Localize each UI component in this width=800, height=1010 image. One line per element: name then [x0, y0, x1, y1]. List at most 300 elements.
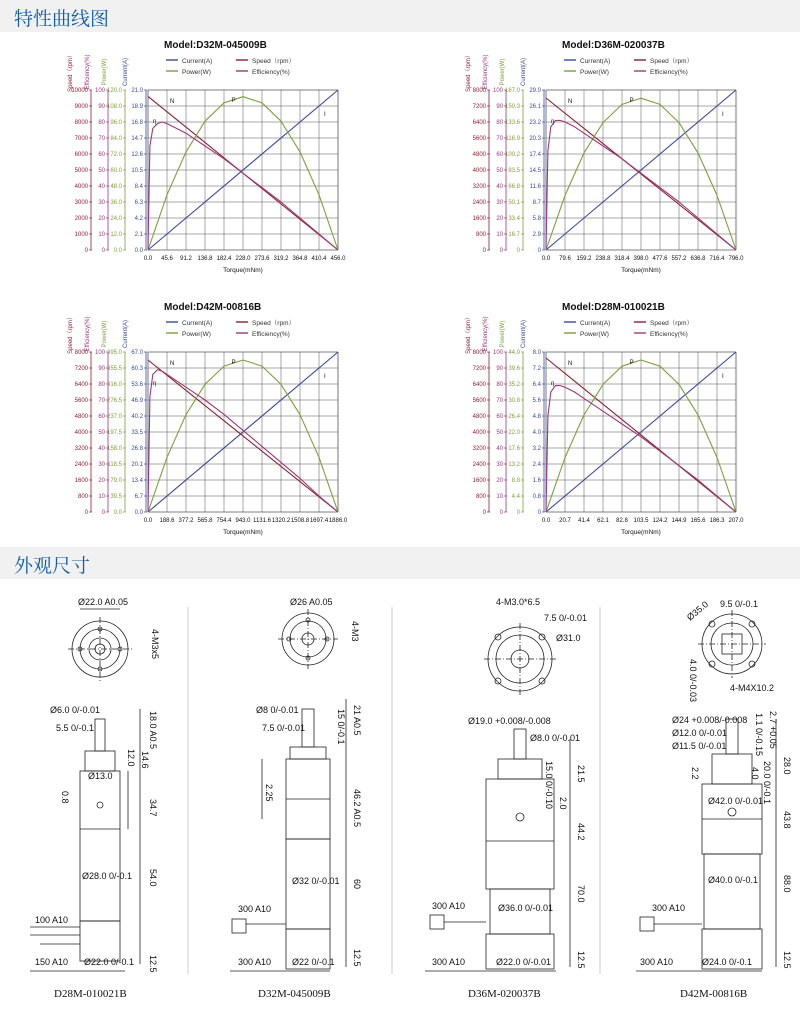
y-tick-label: 40 [98, 184, 105, 190]
x-tick-label: 1131.6 [253, 518, 271, 524]
y-tick-label: 316.0 [106, 382, 122, 388]
y-tick-label: 10 [496, 494, 503, 500]
y-tick-label: 3000 [74, 200, 88, 206]
legend-label: Power(W) [580, 69, 609, 76]
y-tick-label: 133.6 [504, 120, 520, 126]
dim-label: 54.0 [148, 869, 158, 887]
y-tick-label: 44.0 [508, 350, 520, 356]
y-tick-label: 276.5 [106, 398, 122, 404]
legend-label: Current(A) [580, 320, 611, 327]
x-tick-label: 20.7 [559, 518, 571, 524]
curve-label: N [170, 361, 175, 367]
y-tick-label: 60 [496, 414, 503, 420]
y-tick-label: 8000 [472, 350, 486, 356]
y-tick-label: 5600 [472, 136, 486, 142]
y-tick-label: 0.0 [113, 510, 122, 516]
x-tick-label: 182.4 [216, 256, 232, 262]
y-tick-label: 72.0 [110, 152, 122, 158]
y-axis-title: Speed（rpm） [68, 52, 74, 92]
dim-label: 12.5 [148, 955, 158, 973]
y-axis-title: Current(A) [123, 57, 129, 87]
curve-label: I [722, 112, 724, 118]
dim-label: 60 [352, 879, 362, 890]
y-axis-title: Efficiency(%) [85, 316, 91, 352]
y-tick-label: 8000 [472, 88, 486, 94]
x-axis-title: Torque(mNm) [621, 529, 661, 536]
dim-label: 88.0 [782, 875, 792, 893]
y-tick-label: 20.1 [131, 462, 143, 468]
chart-title: Model:D36M-020037B [562, 40, 665, 51]
y-tick-label: 20 [98, 216, 105, 222]
x-tick-label: 1508.8 [290, 518, 310, 524]
y-tick-label: 0 [499, 248, 503, 254]
y-axis-title: Power(W) [500, 320, 506, 348]
dim-label: Ø12.0 0/-0.01 [672, 728, 728, 738]
dim-label: Ø8 0/-0.01 [256, 705, 299, 715]
y-tick-label: 70 [496, 136, 503, 142]
curve-label: P [231, 360, 236, 366]
x-tick-label: 1697.4 [309, 518, 329, 524]
legend-label: Speed（rpm） [252, 320, 295, 327]
x-tick-label: 91.2 [180, 256, 192, 262]
y-tick-label: 4800 [74, 414, 88, 420]
y-tick-label: 7.2 [532, 366, 541, 372]
legend-label: Current(A) [182, 58, 213, 65]
model-label: D32M-045009B [258, 988, 331, 1000]
y-tick-label: 10 [496, 232, 503, 238]
x-tick-label: 207.0 [728, 518, 744, 524]
y-tick-label: 60 [98, 152, 105, 158]
x-tick-label: 0.0 [143, 256, 153, 262]
dim-label: 300 A10 [640, 957, 674, 967]
y-tick-label: 33.5 [131, 430, 143, 436]
dim-label: 28.0 [782, 757, 792, 775]
curve-label: η [153, 381, 157, 387]
y-tick-label: 39.6 [508, 366, 520, 372]
y-tick-label: 36.0 [110, 200, 122, 206]
dim-label: 300 A10 [238, 957, 272, 967]
x-tick-label: 124.2 [652, 518, 668, 524]
y-tick-label: 2.9 [532, 232, 541, 238]
curve-label: I [722, 374, 724, 380]
y-tick-label: 0 [482, 248, 486, 254]
dim-label: Ø26 A0.05 [290, 597, 333, 607]
x-tick-label: 165.6 [690, 518, 706, 524]
y-tick-label: 118.5 [107, 462, 122, 468]
y-tick-label: 20.3 [529, 136, 541, 142]
y-tick-label: 8.8 [511, 478, 520, 484]
x-tick-label: 136.8 [197, 256, 213, 262]
chart-3 [465, 302, 744, 536]
y-tick-label: 53.6 [131, 382, 143, 388]
dim-label: Ø36.0 0/-0.01 [498, 903, 554, 913]
model-label: D42M-00816B [680, 988, 748, 1000]
legend-label: Current(A) [580, 58, 611, 65]
y-tick-label: 46.9 [131, 398, 143, 404]
dim-label: Ø40.0 0/-0.1 [708, 875, 759, 885]
legend-label: Speed（rpm） [650, 320, 693, 327]
x-tick-label: 0.0 [541, 518, 551, 524]
dim-label: Ø22 0/-0.1 [292, 957, 335, 967]
drawing-d28m [30, 597, 160, 1000]
x-tick-label: 103.5 [633, 518, 649, 524]
y-tick-label: 70 [496, 398, 503, 404]
y-axis-title: Efficiency(%) [483, 54, 489, 90]
y-tick-label: 100.2 [504, 152, 520, 158]
dim-label: Ø13.0 [88, 771, 113, 781]
y-tick-label: 5600 [74, 398, 88, 404]
y-tick-label: 8.4 [134, 184, 143, 190]
y-tick-label: 1.6 [532, 478, 541, 484]
x-tick-label: 364.8 [292, 256, 308, 262]
y-tick-label: 9000 [74, 104, 88, 110]
y-tick-label: 48.0 [110, 184, 122, 190]
end-view [698, 610, 766, 678]
curve-label: P [231, 98, 236, 104]
y-tick-label: 10 [98, 232, 105, 238]
chart-0 [67, 40, 346, 274]
y-tick-label: 50 [496, 168, 503, 174]
model-label: D28M-010021B [54, 988, 127, 1000]
x-tick-label: 273.6 [254, 256, 270, 262]
y-axis-title: Speed（rpm） [466, 52, 472, 92]
y-axis-title: Speed（rpm） [68, 314, 74, 354]
y-tick-label: 4.0 [532, 430, 541, 436]
y-tick-label: 116.9 [505, 136, 520, 142]
y-tick-label: 50 [98, 430, 105, 436]
legend-label: Efficiency(%) [252, 331, 290, 338]
x-tick-label: 456.0 [330, 256, 346, 262]
y-tick-label: 22.0 [508, 430, 520, 436]
y-tick-label: 7200 [472, 366, 486, 372]
dim-label: 4-M3 [350, 621, 360, 642]
y-tick-label: 66.8 [508, 184, 520, 190]
dim-label: 300 A10 [432, 957, 466, 967]
y-tick-label: 355.5 [106, 366, 122, 372]
y-tick-label: 100 [94, 88, 105, 94]
legend-label: Efficiency(%) [252, 69, 290, 76]
dim-label: Ø28.0 0/-0.1 [82, 871, 133, 881]
y-tick-label: 50 [496, 430, 503, 436]
y-tick-label: 60.0 [110, 168, 122, 174]
y-tick-label: 800 [475, 232, 486, 238]
y-tick-label: 14.5 [529, 168, 541, 174]
y-tick-label: 8.0 [532, 350, 541, 356]
y-tick-label: 0 [537, 510, 541, 516]
y-tick-label: 0 [516, 510, 520, 516]
y-tick-label: 1600 [472, 216, 486, 222]
y-tick-label: 40 [496, 184, 503, 190]
x-tick-label: 41.4 [578, 518, 590, 524]
x-tick-label: 79.6 [559, 256, 571, 262]
y-tick-label: 395.0 [106, 350, 122, 356]
y-tick-label: 5000 [74, 168, 88, 174]
y-tick-label: 0 [499, 510, 503, 516]
side-view [230, 699, 346, 971]
dim-label: 43.8 [782, 811, 792, 829]
curve-label: η [153, 119, 157, 125]
dim-label: 300 A10 [238, 904, 272, 914]
model-label: D36M-020037B [468, 988, 541, 1000]
x-tick-label: 398.0 [633, 256, 649, 262]
y-tick-label: 4000 [74, 430, 88, 436]
y-tick-label: 4.8 [532, 414, 541, 420]
y-tick-label: 4.2 [134, 216, 143, 222]
y-tick-label: 2.1 [134, 232, 143, 238]
legend-label: Current(A) [182, 320, 213, 327]
y-tick-label: 13.2 [508, 462, 520, 468]
curve-label: P [629, 98, 634, 104]
y-tick-label: 60 [496, 152, 503, 158]
curves-section-title: 特性曲线图 [14, 8, 110, 30]
y-tick-label: 29.0 [529, 88, 541, 94]
y-tick-label: 79.0 [110, 478, 122, 484]
y-tick-label: 50.1 [508, 200, 520, 206]
y-tick-label: 0.0 [113, 248, 122, 254]
dim-label: 12.5 [352, 949, 362, 967]
dimension-drawings [0, 579, 800, 1010]
dim-label: 4-M4X10.2 [730, 683, 775, 693]
dim-label: 1.1 0/-0.15 [754, 713, 764, 757]
y-tick-label: 60.3 [131, 366, 143, 372]
x-tick-label: 228.0 [235, 256, 251, 262]
dim-label: 15 0/-0.1 [336, 709, 346, 745]
dim-label: 44.2 [576, 823, 586, 841]
y-tick-label: 4.4 [511, 494, 520, 500]
x-tick-label: 410.4 [311, 256, 327, 262]
y-tick-label: 120.0 [106, 88, 122, 94]
y-tick-label: 4000 [472, 430, 486, 436]
dim-label: 150 A10 [35, 957, 69, 967]
y-tick-label: 0.0 [134, 510, 143, 516]
y-tick-label: 6400 [472, 120, 486, 126]
legend-label: Speed（rpm） [650, 58, 693, 65]
x-tick-label: 318.4 [614, 256, 630, 262]
drawing-d36m [425, 597, 587, 1000]
x-tick-label: 62.1 [597, 518, 609, 524]
y-tick-label: 0.0 [134, 248, 143, 254]
y-tick-label: 12.6 [131, 152, 143, 158]
y-tick-label: 10 [98, 494, 105, 500]
y-tick-label: 0 [101, 510, 105, 516]
y-axis-title: Efficiency(%) [85, 54, 91, 90]
dim-label: 0.8 [60, 791, 70, 804]
y-tick-label: 12.0 [110, 232, 122, 238]
y-tick-label: 4800 [472, 414, 486, 420]
y-tick-label: 83.5 [508, 168, 520, 174]
y-tick-label: 2400 [74, 462, 88, 468]
y-tick-label: 11.6 [529, 184, 541, 190]
y-tick-label: 24.0 [110, 216, 122, 222]
curve-label: η [551, 119, 555, 125]
y-tick-label: 90 [98, 366, 105, 372]
y-tick-label: 6400 [74, 382, 88, 388]
y-axis-title: Speed（rpm） [466, 314, 472, 354]
dim-label: 7.5 0/-0.01 [262, 723, 306, 733]
x-tick-label: 188.6 [159, 518, 175, 524]
dim-label: Ø31.0 [556, 633, 581, 643]
dim-label: 2.2 [690, 767, 700, 780]
side-view [30, 709, 140, 971]
y-tick-label: 167.0 [504, 88, 520, 94]
x-tick-label: 144.9 [671, 518, 687, 524]
chart-1 [465, 40, 744, 274]
dim-label: 300 A10 [432, 901, 466, 911]
curve-label: P [629, 360, 634, 366]
y-tick-label: 80 [98, 120, 105, 126]
dim-label: 300 A10 [652, 903, 686, 913]
y-tick-label: 5.6 [532, 398, 541, 404]
dim-label: Ø6.0 0/-0.01 [50, 705, 101, 715]
y-tick-label: 7200 [472, 104, 486, 110]
dim-label: Ø22.0 0/-0.1 [84, 957, 135, 967]
y-tick-label: 100 [94, 350, 105, 356]
x-tick-label: 45.6 [161, 256, 173, 262]
y-tick-label: 14.7 [131, 136, 143, 142]
chart-2 [67, 302, 348, 536]
y-tick-label: 4000 [74, 184, 88, 190]
y-tick-label: 20 [496, 216, 503, 222]
y-axis-title: Current(A) [521, 57, 527, 87]
y-tick-label: 18.9 [131, 104, 143, 110]
y-tick-label: 70 [98, 136, 105, 142]
side-view [636, 719, 776, 971]
dim-label: 21.5 [576, 765, 586, 783]
dim-label: 21 A0.5 [352, 705, 362, 736]
dim-label: 15.0 0/-0.10 [544, 761, 554, 810]
y-tick-label: 6000 [74, 152, 88, 158]
y-tick-label: 33.4 [508, 216, 520, 222]
curves-section-header [0, 0, 800, 32]
dim-label: 5.5 0/-0.1 [56, 723, 95, 733]
y-tick-label: 2400 [472, 200, 486, 206]
dim-label: Ø42.0 0/-0.01 [708, 796, 764, 806]
x-tick-label: 636.8 [690, 256, 706, 262]
y-tick-label: 50 [98, 168, 105, 174]
dim-label: 46.2 A0.5 [352, 789, 362, 828]
dim-label: 12.0 [126, 749, 136, 767]
x-axis-title: Torque(mNm) [223, 267, 263, 274]
y-tick-label: 6.7 [134, 494, 143, 500]
curve-label: N [568, 99, 573, 105]
y-tick-label: 6400 [472, 382, 486, 388]
y-tick-label: 40 [98, 446, 105, 452]
chart-title: Model:D42M-00816B [164, 302, 262, 313]
legend-label: Efficiency(%) [650, 69, 688, 76]
y-tick-label: 7200 [74, 366, 88, 372]
y-tick-label: 3200 [74, 446, 88, 452]
y-tick-label: 13.4 [131, 478, 143, 484]
y-tick-label: 100 [492, 88, 503, 94]
legend-label: Power(W) [580, 331, 609, 338]
legend-label: Efficiency(%) [650, 331, 688, 338]
y-tick-label: 60 [98, 414, 105, 420]
y-tick-label: 84.0 [110, 136, 122, 142]
drawing-d42m [636, 599, 792, 1000]
dim-label: 4-M3x5 [150, 629, 160, 660]
dim-label: 70.0 [576, 885, 586, 903]
y-tick-label: 30 [496, 462, 503, 468]
y-tick-label: 20 [496, 478, 503, 484]
y-axis-title: Power(W) [102, 58, 108, 86]
y-tick-label: 8.7 [532, 200, 541, 206]
y-tick-label: 800 [475, 494, 486, 500]
y-tick-label: 0 [101, 248, 105, 254]
y-tick-label: 6.3 [134, 200, 143, 206]
y-tick-label: 70 [98, 398, 105, 404]
y-tick-label: 90 [98, 104, 105, 110]
y-tick-label: 1600 [472, 478, 486, 484]
dim-label: 4.0 [750, 767, 760, 780]
y-tick-label: 0 [537, 248, 541, 254]
x-tick-label: 796.0 [728, 256, 744, 262]
chart-title: Model:D32M-045009B [164, 40, 267, 51]
dim-label: 18.0 A0.5 [148, 711, 158, 750]
dim-label: 2.25 [264, 784, 274, 802]
dim-label: Ø24 +0.008/-0.008 [672, 715, 748, 725]
y-tick-label: 20 [98, 478, 105, 484]
x-tick-label: 82.8 [616, 518, 628, 524]
end-view [68, 609, 132, 681]
dim-label: 20.0 0/-0.1 [762, 761, 772, 805]
chart-title: Model:D28M-010021B [562, 302, 665, 313]
y-axis-title: Power(W) [500, 58, 506, 86]
y-tick-label: 1600 [74, 478, 88, 484]
y-tick-label: 10.5 [131, 168, 143, 174]
x-tick-label: 1886.0 [328, 518, 348, 524]
y-tick-label: 3200 [472, 446, 486, 452]
y-tick-label: 35.2 [508, 382, 520, 388]
y-tick-label: 26.8 [131, 446, 143, 452]
curve-label: N [568, 361, 573, 367]
y-tick-label: 6.4 [532, 382, 541, 388]
y-tick-label: 80 [496, 120, 503, 126]
y-tick-label: 10000 [71, 88, 88, 94]
y-axis-title: Current(A) [123, 319, 129, 349]
x-tick-label: 238.8 [595, 256, 611, 262]
legend-label: Power(W) [182, 69, 211, 76]
y-tick-label: 4000 [472, 168, 486, 174]
end-view [484, 623, 556, 695]
y-tick-label: 96.0 [110, 120, 122, 126]
y-tick-label: 40 [496, 446, 503, 452]
dim-label: 9.5 0/-0.1 [720, 599, 759, 609]
x-tick-label: 1320.2 [271, 518, 291, 524]
y-axis-title: Efficiency(%) [483, 316, 489, 352]
curve-label: N [170, 99, 175, 105]
dim-label: 14.6 [140, 751, 150, 769]
curve-label: I [324, 112, 326, 118]
x-tick-label: 319.2 [273, 256, 289, 262]
dim-label: 4-M3.0*6.5 [496, 597, 541, 607]
y-tick-label: 3200 [472, 184, 486, 190]
y-tick-label: 2000 [74, 216, 88, 222]
y-tick-label: 26.4 [508, 414, 520, 420]
y-tick-label: 8000 [74, 120, 88, 126]
y-tick-label: 0 [84, 248, 88, 254]
dim-label: Ø24.0 0/-0.1 [702, 957, 753, 967]
x-tick-label: 377.2 [178, 518, 194, 524]
x-axis-title: Torque(mNm) [621, 267, 661, 274]
x-tick-label: 716.4 [709, 256, 725, 262]
y-tick-label: 30 [98, 462, 105, 468]
drawing-d32m [230, 597, 362, 1000]
x-tick-label: 159.2 [576, 256, 592, 262]
y-tick-label: 1000 [74, 232, 88, 238]
y-tick-label: 17.6 [508, 446, 520, 452]
dim-label: 12.5 [782, 951, 792, 969]
y-tick-label: 5600 [472, 398, 486, 404]
